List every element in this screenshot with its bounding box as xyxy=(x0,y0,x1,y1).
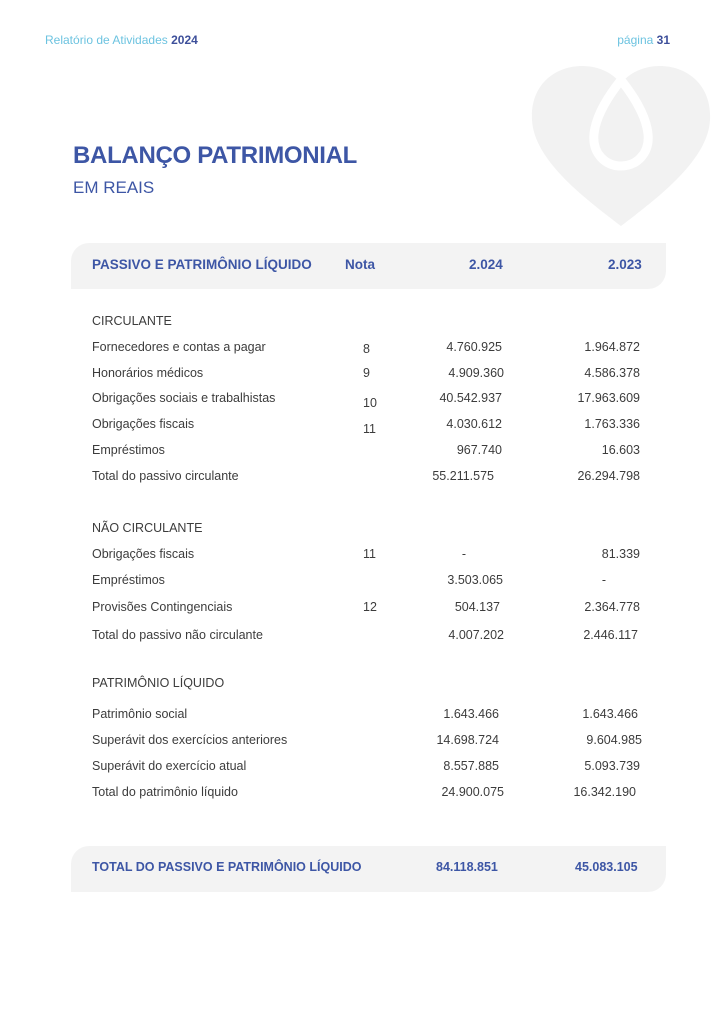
section-title: CIRCULANTE xyxy=(92,314,172,328)
table-header-bar xyxy=(71,243,666,289)
row-label: Honorários médicos xyxy=(92,366,204,380)
row-nota: 10 xyxy=(363,396,377,410)
report-header-title xyxy=(45,33,198,47)
row-nota: 8 xyxy=(363,342,370,356)
page-number: 31 xyxy=(656,33,670,47)
row-label: Obrigações fiscais xyxy=(92,417,195,431)
grand-total-2024: 84.118.851 xyxy=(436,860,498,874)
row-label: Provisões Contingenciais xyxy=(92,600,233,614)
row-value-2023: 16.603 xyxy=(601,443,640,457)
table-row-total xyxy=(92,469,652,487)
grand-total-bar xyxy=(71,846,666,892)
row-value-2023: 17.963.609 xyxy=(577,391,640,405)
row-value-2023: 1.964.872 xyxy=(584,340,640,354)
row-value-2024: 24.900.075 xyxy=(441,785,504,799)
page-number-header xyxy=(617,33,670,47)
row-value-2023: 1.763.336 xyxy=(584,417,640,431)
page-subtitle: EM REAIS xyxy=(73,178,155,197)
row-value-2023: 16.342.190 xyxy=(573,785,636,799)
column-header-label: PASSIVO E PATRIMÔNIO LÍQUIDO xyxy=(92,257,312,272)
row-label: Superávit dos exercícios anteriores xyxy=(92,733,288,747)
table-row xyxy=(92,366,652,384)
row-nota: 9 xyxy=(363,366,370,380)
grand-total-2023: 45.083.105 xyxy=(575,860,638,874)
row-label: Patrimônio social xyxy=(92,707,188,721)
row-label: Obrigações fiscais xyxy=(92,547,195,561)
row-value-2024: 40.542.937 xyxy=(439,391,502,405)
row-value-2024: - xyxy=(461,547,466,561)
row-value-2023: 81.339 xyxy=(601,547,640,561)
table-row xyxy=(92,547,652,565)
table-row xyxy=(92,443,652,461)
section-title: PATRIMÔNIO LÍQUIDO xyxy=(92,676,225,690)
row-value-2024: 55.211.575 xyxy=(432,469,494,483)
table-row xyxy=(92,573,652,591)
row-nota: 11 xyxy=(363,547,376,561)
row-label: Total do passivo circulante xyxy=(92,469,239,483)
row-value-2023: 5.093.739 xyxy=(584,759,640,773)
table-row xyxy=(92,391,652,409)
page-label: página xyxy=(617,33,654,47)
row-value-2024: 4.760.925 xyxy=(446,340,502,354)
row-value-2024: 14.698.724 xyxy=(436,733,499,747)
column-header-2023: 2.023 xyxy=(608,257,642,272)
report-title: Relatório de Atividades xyxy=(45,33,168,47)
table-row xyxy=(92,759,652,777)
table-row xyxy=(92,707,652,725)
row-value-2023: 2.446.117 xyxy=(583,628,638,642)
row-value-2023: 2.364.778 xyxy=(584,600,640,614)
row-label: Total do passivo não circulante xyxy=(92,628,263,642)
row-value-2024: 4.007.202 xyxy=(448,628,504,642)
table-row-total xyxy=(92,628,652,646)
table-row xyxy=(92,417,652,435)
table-row xyxy=(92,733,652,751)
row-label: Empréstimos xyxy=(92,573,165,587)
table-row-total xyxy=(92,785,652,803)
row-value-2024: 4.030.612 xyxy=(446,417,502,431)
row-label: Obrigações sociais e trabalhistas xyxy=(92,391,276,405)
row-value-2024: 4.909.360 xyxy=(448,366,504,380)
row-label: Empréstimos xyxy=(92,443,165,457)
grand-total-label: TOTAL DO PASSIVO E PATRIMÔNIO LÍQUIDO xyxy=(92,860,362,874)
row-value-2024: 504.137 xyxy=(454,600,500,614)
page-title: BALANÇO PATRIMONIAL xyxy=(73,142,358,169)
table-row xyxy=(92,600,652,618)
section-title: NÃO CIRCULANTE xyxy=(92,521,203,535)
table-row xyxy=(92,340,652,358)
row-label: Superávit do exercício atual xyxy=(92,759,247,773)
row-value-2023: 9.604.985 xyxy=(586,733,642,747)
row-value-2023: 26.294.798 xyxy=(577,469,640,483)
row-nota: 12 xyxy=(363,600,377,614)
column-header-2024: 2.024 xyxy=(469,257,503,272)
row-value-2023: - xyxy=(601,573,606,587)
row-value-2024: 1.643.466 xyxy=(443,707,499,721)
row-value-2024: 8.557.885 xyxy=(443,759,499,773)
column-header-nota: Nota xyxy=(345,257,375,272)
row-label: Total do patrimônio líquido xyxy=(92,785,238,799)
heart-drop-logo-icon xyxy=(530,62,712,228)
row-label: Fornecedores e contas a pagar xyxy=(92,340,266,354)
row-value-2024: 3.503.065 xyxy=(447,573,503,587)
row-nota: 11 xyxy=(363,422,376,436)
row-value-2023: 4.586.378 xyxy=(584,366,640,380)
row-value-2023: 1.643.466 xyxy=(582,707,638,721)
row-value-2024: 967.740 xyxy=(456,443,502,457)
report-year: 2024 xyxy=(171,33,198,47)
